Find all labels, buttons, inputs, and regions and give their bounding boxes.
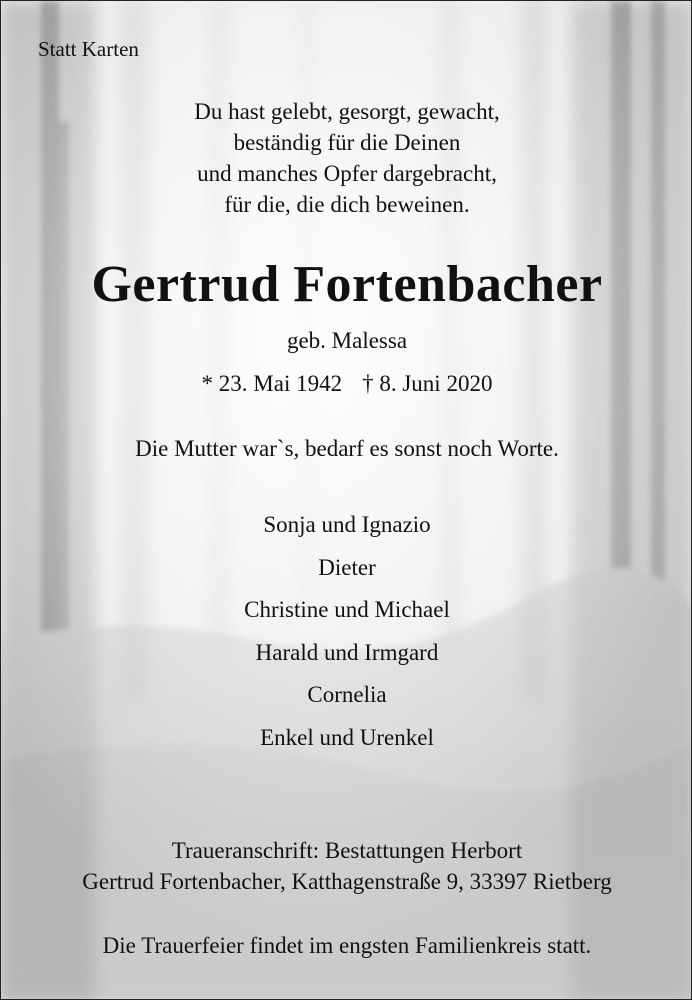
mourner-entry: Christine und Michael bbox=[244, 597, 450, 622]
memorial-quote: Die Mutter war`s, bedarf es sonst noch Worte. bbox=[135, 436, 559, 461]
death-date: † 8. Juni 2020 bbox=[362, 371, 493, 396]
mourner-entry: Cornelia bbox=[307, 682, 387, 707]
mourner-entry: Sonja und Ignazio bbox=[263, 512, 431, 537]
mourner-entry: Enkel und Urenkel bbox=[260, 724, 434, 750]
poem-line: und manches Opfer dargebracht, bbox=[197, 161, 497, 186]
poem-line: für die, die dich beweinen. bbox=[224, 192, 470, 217]
condolence-address bbox=[1, 835, 692, 897]
deceased-name: Gertrud Fortenbacher bbox=[91, 256, 603, 313]
life-dates bbox=[1, 371, 692, 397]
mourners-list bbox=[1, 504, 692, 759]
mourner-entry: Dieter bbox=[318, 554, 376, 580]
ceremony-note: Die Trauerfeier findet im engsten Familienkreis statt. bbox=[102, 933, 592, 958]
address-line: Traueranschrift: Bestattungen Herbort bbox=[171, 838, 523, 863]
birth-date: * 23. Mai 1942 bbox=[201, 371, 343, 396]
address-line: Gertrud Fortenbacher, Katthagenstraße 9, 33397 Rietberg bbox=[82, 869, 612, 894]
memorial-poem bbox=[1, 96, 692, 220]
maiden-name: geb. Malessa bbox=[286, 328, 408, 353]
statt-karten-label: Statt Karten bbox=[38, 37, 139, 61]
poem-line: beständig für die Deinen bbox=[233, 130, 461, 155]
mourner-entry: Harald und Irmgard bbox=[255, 639, 439, 665]
poem-line: Du hast gelebt, gesorgt, gewacht, bbox=[194, 99, 500, 124]
